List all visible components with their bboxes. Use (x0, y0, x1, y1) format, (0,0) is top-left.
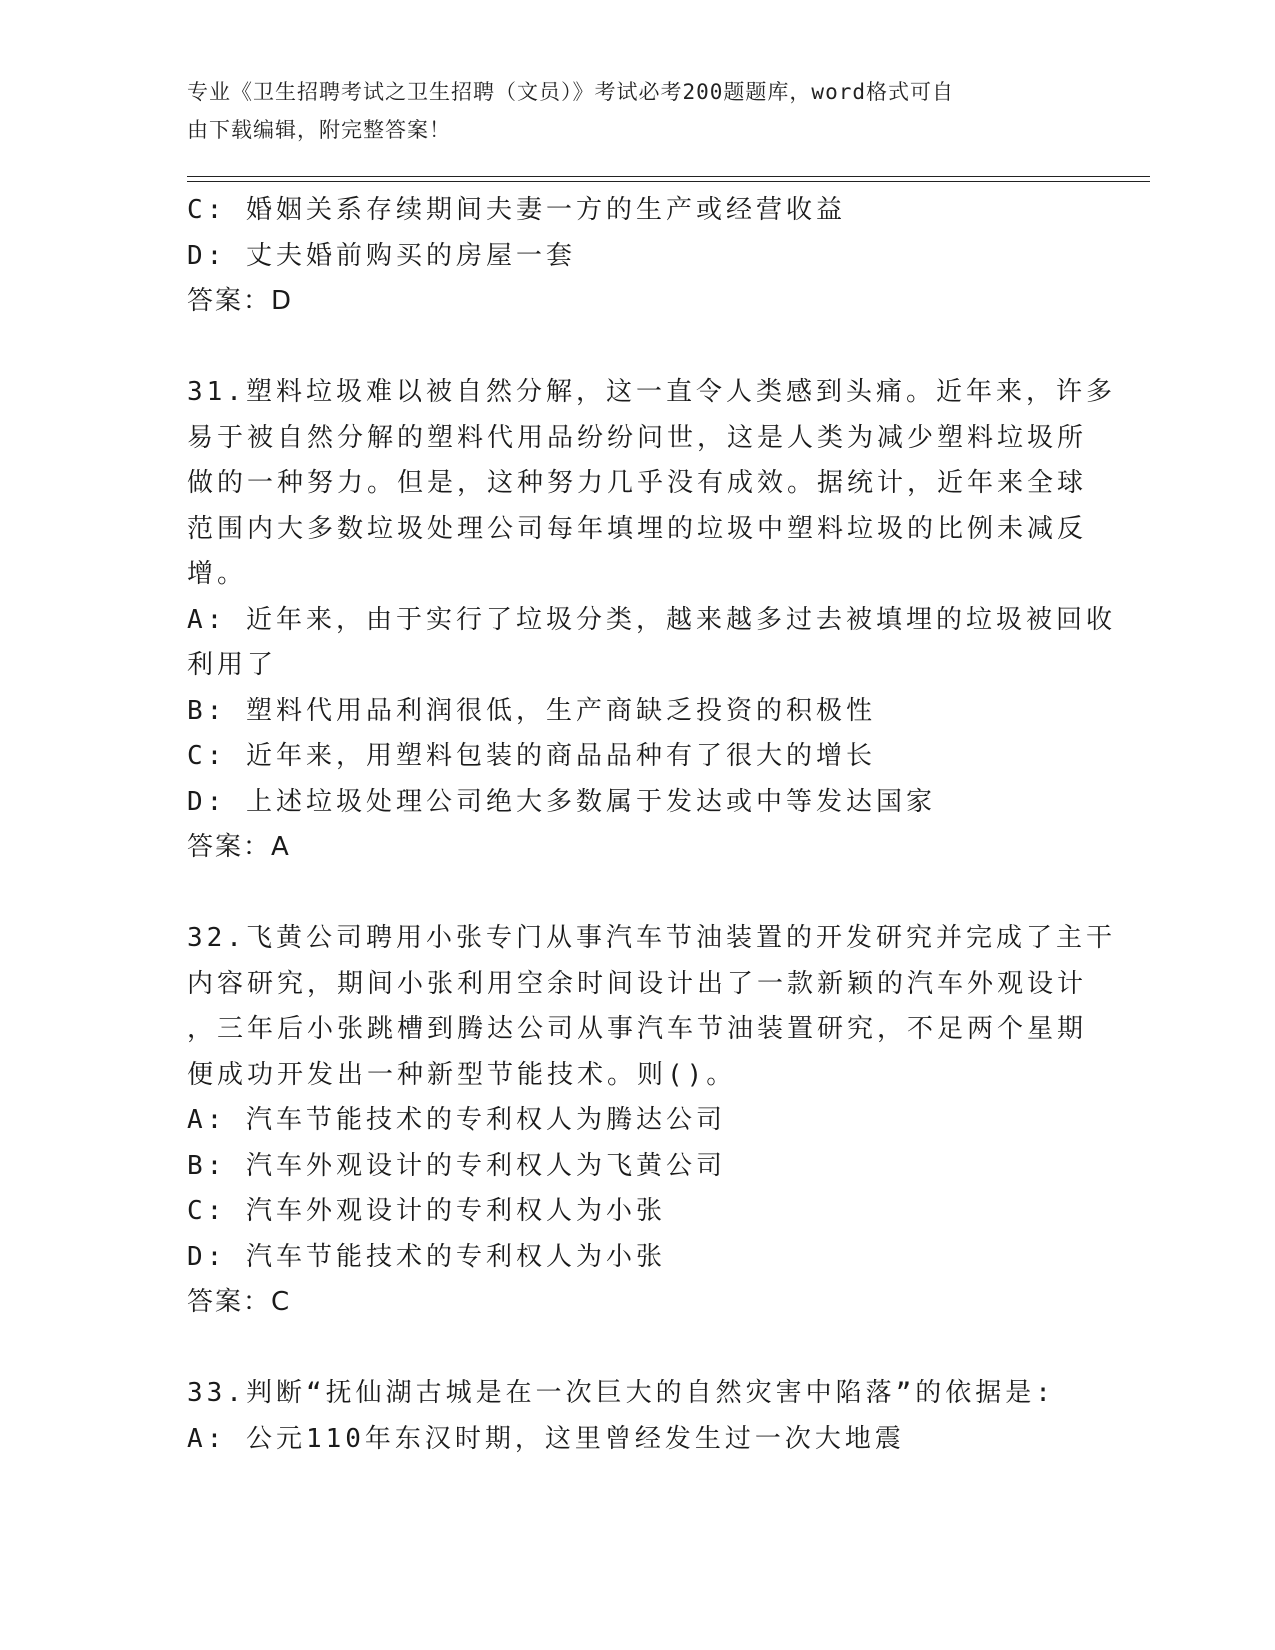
question-stem-line: 易于被自然分解的塑料代用品纷纷问世，这是人类为减少塑料垃圾所 (187, 422, 1088, 453)
question-stem-line: ，三年后小张跳槽到腾达公司从事汽车节油装置研究，不足两个星期 (187, 1014, 1088, 1044)
option-d: D: 丈夫婚前购买的房屋一套 (187, 240, 576, 271)
answer: 答案：C (187, 1287, 292, 1317)
question-stem-line: 范围内大多数垃圾处理公司每年填埋的垃圾中塑料垃圾的比例未减反 (187, 513, 1088, 544)
option-c: C: 婚姻关系存续期间夫妻一方的生产或经营收益 (187, 195, 846, 225)
spacer (187, 871, 1087, 917)
question-stem-line: 31.塑料垃圾难以被自然分解，这一直令人类感到头痛。近年来，许多 (187, 377, 1116, 407)
option-b: B: 塑料代用品利润很低，生产商缺乏投资的积极性 (187, 695, 876, 726)
question-30-tail (187, 188, 1087, 325)
spacer (187, 325, 1087, 371)
question-stem-line: 做的一种努力。但是，这种努力几乎没有成效。据统计，近年来全球 (187, 468, 1088, 498)
question-stem-line: 便成功开发出一种新型节能技术。则()。 (187, 1059, 737, 1090)
option-a-line: A: 近年来，由于实行了垃圾分类，越来越多过去被填埋的垃圾被回收 (187, 604, 1116, 635)
question-32 (187, 916, 1116, 1326)
option-d: D: 汽车节能技术的专利权人为小张 (187, 1241, 666, 1272)
option-a: A: 公元110年东汉时期，这里曾经发生过一次大地震 (187, 1423, 905, 1454)
header-rule-bottom (187, 181, 1150, 182)
question-31 (187, 370, 1116, 871)
header-line-2: 由下载编辑，附完整答案！ (187, 118, 451, 142)
document-header (187, 73, 1057, 149)
option-a: A: 汽车节能技术的专利权人为腾达公司 (187, 1105, 726, 1135)
question-stem-line: 32.飞黄公司聘用小张专门从事汽车节油装置的开发研究并完成了主干 (187, 923, 1116, 953)
header-line-1: 专业《卫生招聘考试之卫生招聘（文员）》考试必考200题题库，word格式可自 (187, 80, 954, 104)
option-b: B: 汽车外观设计的专利权人为飞黄公司 (187, 1150, 726, 1181)
question-content (187, 188, 1116, 1462)
answer: 答案：D (187, 286, 294, 316)
question-stem-line: 内容研究，期间小张利用空余时间设计出了一款新颖的汽车外观设计 (187, 968, 1088, 999)
option-c: C: 近年来，用塑料包装的商品品种有了很大的增长 (187, 741, 876, 771)
option-a-line: 利用了 (187, 650, 278, 680)
option-d: D: 上述垃圾处理公司绝大多数属于发达或中等发达国家 (187, 786, 936, 817)
spacer (187, 1326, 1087, 1372)
option-c: C: 汽车外观设计的专利权人为小张 (187, 1196, 666, 1226)
header-rule-top (187, 176, 1150, 177)
question-33 (187, 1371, 1087, 1462)
answer: 答案：A (187, 832, 291, 862)
question-stem-line: 33.判断“抚仙湖古城是在一次巨大的自然灾害中陷落”的依据是: (187, 1378, 1055, 1408)
question-stem-line: 增。 (187, 559, 248, 589)
